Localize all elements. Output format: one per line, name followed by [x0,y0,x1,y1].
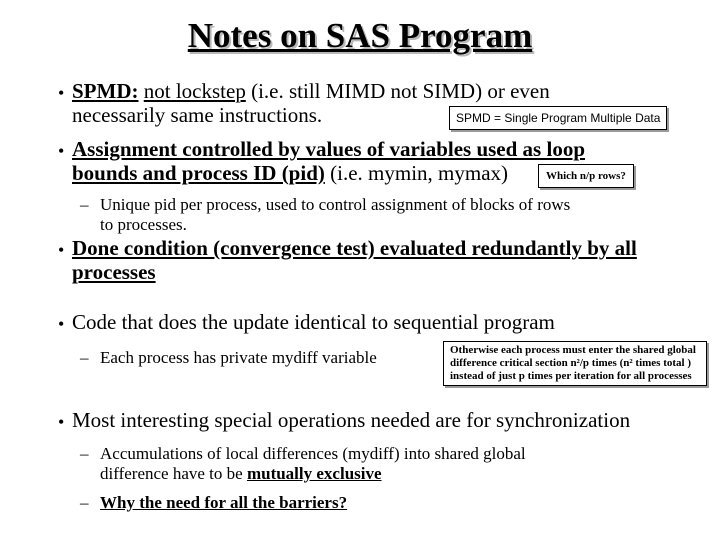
sub-accumulations: Accumulations of local differences (mydiff) into shared global difference have to be mutually exclusive [100,444,526,483]
dash-marker: – [80,348,89,367]
not-lockstep-term: not lockstep [143,79,246,103]
bullet-update-code: Code that does the update identical to sequential program [72,310,555,334]
page-title: Notes on SAS Program [187,16,533,55]
bullet-marker: • [58,240,65,260]
mutually-exclusive-term: mutually exclusive [246,464,382,483]
critical-section-note: Otherwise each process must enter the shared global difference critical section n²/p times (n² times total ) instead of just p times per iteration for all processes [443,341,707,386]
dash-marker: – [80,493,89,512]
bullet-marker: • [58,83,65,103]
bullet-spmd: SPMD: not lockstep (i.e. still MIMD not SIMD) or even necessarily same instructions. [72,79,550,127]
dash-marker: – [80,444,89,463]
bullet-marker: • [58,314,65,334]
bullet-assignment: Assignment controlled by values of variables used as loop bounds and process ID (pid) (i.e. mymin, mymax) [72,137,585,185]
bullet-marker: • [58,412,65,432]
rows-question-note: Which n/p rows? [538,164,634,188]
sub-barriers-question: Why the need for all the barriers? [100,493,348,512]
bullet-done-condition: Done condition (convergence test) evaluated redundantly by all processes [72,236,637,284]
spmd-definition-note: SPMD = Single Program Multiple Data [449,106,667,130]
sub-unique-pid: Unique pid per process, used to control assignment of blocks of rows to processes. [100,195,571,234]
bullet-marker: • [58,141,65,161]
dash-marker: – [80,195,89,214]
bullet-special-ops: Most interesting special operations needed are for synchronization [72,408,631,432]
spmd-term: SPMD: [72,79,139,103]
sub-private-mydiff: Each process has private mydiff variable [100,348,377,367]
